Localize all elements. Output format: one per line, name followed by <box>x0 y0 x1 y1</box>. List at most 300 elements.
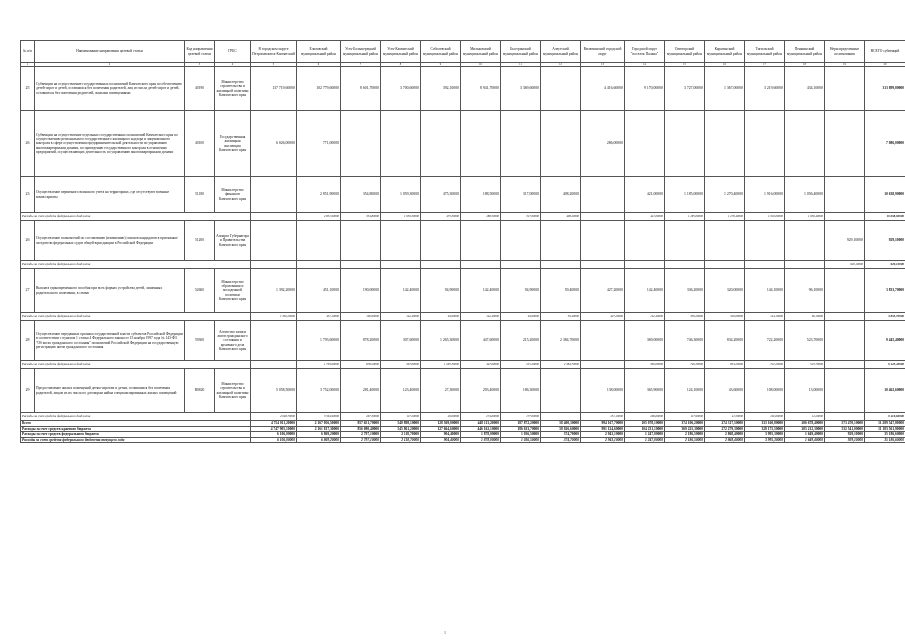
subrow-value: 190,00000 <box>341 313 381 321</box>
row-code: 52600 <box>185 269 215 313</box>
subrow-value: 117,20000 <box>381 413 421 421</box>
row-value <box>825 321 865 361</box>
row-value: 293,40000 <box>461 369 501 413</box>
summary-value: 186 633,70000 <box>501 426 541 432</box>
row-value: 320,00000 <box>705 269 745 313</box>
row-value: 408,20000 <box>541 177 581 213</box>
subrow-value: 102,60000 <box>745 413 785 421</box>
subrow-value <box>381 261 421 269</box>
summary-value: 206 678,40000 <box>785 421 825 427</box>
row-value <box>581 321 625 361</box>
subrow-value: 2 384,70000 <box>541 361 581 369</box>
subrow-value: 320,00000 <box>705 313 745 321</box>
column-number: 5 <box>251 63 297 67</box>
row-value: 1 392,20000 <box>251 269 297 313</box>
subrow-value: 336,20000 <box>665 313 705 321</box>
table-row <box>21 269 905 313</box>
subrow-value: 144,10000 <box>745 313 785 321</box>
summary-value: 929,10000 <box>825 432 865 438</box>
column-header: Карагинский муниципальный район <box>705 41 745 63</box>
row-value: 313 899,80000 <box>865 67 905 111</box>
row-value <box>665 221 705 261</box>
row-value: 137 719,60000 <box>251 67 297 111</box>
subrow-label: Расходы за счет средств федерального бюджета <box>21 361 251 369</box>
row-value: 8 941,70000 <box>461 67 501 111</box>
subrow-value: 117,90000 <box>665 413 705 421</box>
subrow-value: 142,40000 <box>625 313 665 321</box>
column-header: Пенжинский муниципальный район <box>785 41 825 63</box>
summary-value: 994 167,70000 <box>581 421 625 427</box>
column-number: 12 <box>541 63 581 67</box>
row-value <box>825 67 865 111</box>
summary-value: 104 231,10000 <box>625 426 665 432</box>
subrow-value: 1 270,40000 <box>705 213 745 221</box>
summary-value: 205 212,30000 <box>785 426 825 432</box>
subrow-value: 274,60000 <box>461 413 501 421</box>
subrow-value <box>825 213 865 221</box>
table-subrow <box>21 361 905 369</box>
column-header: Усть-Большерецкий муниципальный район <box>341 41 381 63</box>
row-value: 7 086,00000 <box>865 111 905 177</box>
column-header: Усть-Камчатский муниципальный район <box>381 41 421 63</box>
column-header: Олюторский муниципальный район <box>665 41 705 63</box>
table-row <box>21 221 905 261</box>
summary-value: 6 106,00000 <box>251 437 297 443</box>
row-value: 190,00000 <box>341 269 381 313</box>
row-grbs: Министерство финансов Камчатского края <box>215 177 251 213</box>
row-value: 421,00000 <box>625 177 665 213</box>
summary-value: 105 078,10000 <box>625 421 665 427</box>
row-value: 102 779,60000 <box>297 67 341 111</box>
table-row <box>21 321 905 361</box>
subrow-value: 2 851,90000 <box>297 213 341 221</box>
row-value: 27,30000 <box>421 369 461 413</box>
subrow-value: 427,20000 <box>581 313 625 321</box>
subrow-value: 746,30000 <box>665 361 705 369</box>
row-number: 27 <box>21 269 35 313</box>
row-value: 3 369,60000 <box>501 67 541 111</box>
subrow-value: 96,10000 <box>785 313 825 321</box>
summary-value: 6 106,00000 <box>251 432 297 438</box>
table-row <box>21 369 905 413</box>
subrow-value <box>825 313 865 321</box>
subrow-value <box>297 261 341 269</box>
summary-value: 2 868,40000 <box>705 432 745 438</box>
row-value: 771,00000 <box>297 111 341 177</box>
summary-value: 856 080,40000 <box>341 426 381 432</box>
summary-value: 2 186,50000 <box>665 432 705 438</box>
summary-value: 573 470,10000 <box>825 421 865 427</box>
row-value <box>501 221 541 261</box>
summary-value: 274 317,50000 <box>705 421 745 427</box>
subrow-value: 1 392,20000 <box>251 313 297 321</box>
summary-value: 448 113,20000 <box>461 421 501 427</box>
row-grbs: Агентство записи актов гражданского состояния и архивного дела Камчатского края <box>215 321 251 361</box>
row-code: 40190 <box>185 67 215 111</box>
subrow-value: 1 265,30000 <box>421 361 461 369</box>
row-value: 286,00000 <box>581 111 625 177</box>
subrow-value: 834,20000 <box>705 361 745 369</box>
summary-value: 127 664,60000 <box>421 426 461 432</box>
column-number: 4 <box>215 63 251 67</box>
column-number: 6 <box>297 63 341 67</box>
subrow-value <box>341 261 381 269</box>
summary-value: 58 026,60000 <box>541 426 581 432</box>
subrow-value: 1 916,00000 <box>745 213 785 221</box>
subrow-value: 12,20000 <box>785 413 825 421</box>
row-value: 9 445,40000 <box>865 321 905 361</box>
subrow-value: 317,00000 <box>501 213 541 221</box>
row-value: 94,90000 <box>421 269 461 313</box>
subrow-value: 296,60000 <box>625 413 665 421</box>
subrow-value: 475,30000 <box>421 213 461 221</box>
summary-label: Расходы за счет средств федерального бюджета текущего года <box>21 437 251 443</box>
column-number: 11 <box>501 63 541 67</box>
column-header: Наименование направления целевой статьи <box>35 41 185 63</box>
subrow-value <box>825 361 865 369</box>
subrow-value <box>541 413 581 421</box>
summary-value: 272 279,30000 <box>705 426 745 432</box>
row-value <box>625 111 665 177</box>
summary-value: 328 175,50000 <box>745 426 785 432</box>
row-value: 475,30000 <box>421 177 461 213</box>
summary-value: 35 186,60000 <box>865 432 905 438</box>
summary-value: 35 186,60000 <box>865 437 905 443</box>
row-value: 3 727,00000 <box>665 67 705 111</box>
subrow-value: 408,20000 <box>541 213 581 221</box>
row-grbs: Аппарат Губернатора и Правительства Камчатского края <box>215 221 251 261</box>
subrow-value: 878,20000 <box>341 361 381 369</box>
summary-label: Всего <box>21 421 251 427</box>
row-value: 392,10000 <box>421 67 461 111</box>
subrow-value: 94,90000 <box>421 313 461 321</box>
row-grbs: Министерство образования и молодежной политики Камчатского края <box>215 269 251 313</box>
summary-value: 1 036,50000 <box>501 437 541 443</box>
subrow-value <box>825 413 865 421</box>
column-number: 2 <box>35 63 185 67</box>
summary-value: 1 649,40000 <box>785 432 825 438</box>
header-row <box>21 41 905 63</box>
row-value <box>745 111 785 177</box>
row-value: 369,00000 <box>625 321 665 361</box>
row-grbs: Министерство строительства и жилищной политики Камчатского края <box>215 67 251 111</box>
summary-label: Расходы за счет средств федерального бюджета <box>21 432 251 438</box>
column-number: 14 <box>625 63 665 67</box>
row-value <box>625 221 665 261</box>
summary-value: 548 898,10000 <box>381 421 421 427</box>
column-number: 10 <box>461 63 501 67</box>
row-value: 123,40000 <box>381 369 421 413</box>
row-value: 354,80000 <box>341 177 381 213</box>
row-number: 29 <box>21 369 35 413</box>
row-value: 523,70000 <box>785 321 825 361</box>
subrow-value: 354,80000 <box>341 213 381 221</box>
column-header: Быстринский муниципальный район <box>501 41 541 63</box>
subrow-value <box>581 261 625 269</box>
row-value <box>381 111 421 177</box>
summary-value: 187 872,20000 <box>501 421 541 427</box>
summary-value: 2 118,70000 <box>381 432 421 438</box>
subrow-value: 188,50000 <box>461 213 501 221</box>
summary-value: 1 247,00000 <box>625 437 665 443</box>
column-header: Городской округ "поселок Палана" <box>625 41 665 63</box>
subrow-value <box>581 361 625 369</box>
summary-value: 6 869,20000 <box>297 437 341 443</box>
column-header: Код направления целевой статьи <box>185 41 215 63</box>
row-value: 5 058,50000 <box>251 369 297 413</box>
summary-value: 4 754 011,20000 <box>251 421 297 427</box>
column-header: Елизовский муниципальный район <box>297 41 341 63</box>
column-number: 19 <box>825 63 865 67</box>
subrow-value: 451,10000 <box>297 313 341 321</box>
summary-value: 11 289 547,80000 <box>865 421 905 427</box>
subrow-value: 1 185,00000 <box>665 213 705 221</box>
summary-value: 2 161 817,30000 <box>297 426 341 432</box>
row-code: 51180 <box>185 177 215 213</box>
row-value <box>785 111 825 177</box>
row-value <box>541 111 581 177</box>
row-value: 142,40000 <box>381 269 421 313</box>
summary-value: 904,40000 <box>421 437 461 443</box>
row-value: 3 833,70000 <box>865 269 905 313</box>
subrow-value: 59,40000 <box>541 313 581 321</box>
row-name: Выплата единовременного пособия при всех формах устройства детей, лишенных родительского попечения, в семью <box>35 269 185 313</box>
row-value: 138,00000 <box>581 369 625 413</box>
row-value: 427,20000 <box>581 269 625 313</box>
summary-value: 991 124,60000 <box>581 426 625 432</box>
subrow-value <box>251 213 297 221</box>
column-header: Алеутский муниципальный район <box>541 41 581 63</box>
subrow-value: 421,00000 <box>625 213 665 221</box>
subrow-value <box>461 261 501 269</box>
table-subrow <box>21 213 905 221</box>
row-number: 26 <box>21 111 35 177</box>
column-number: 18 <box>785 63 825 67</box>
row-value: 834,20000 <box>705 321 745 361</box>
subrow-value: 369,00000 <box>625 361 665 369</box>
row-value: 1 056,40000 <box>785 177 825 213</box>
row-value <box>705 111 745 177</box>
row-value <box>541 221 581 261</box>
summary-value: 2 943,10000 <box>581 437 625 443</box>
row-value <box>825 269 865 313</box>
summary-value: 369 225,30000 <box>665 426 705 432</box>
summary-label: Расходы за счет средств краевого бюджета <box>21 426 251 432</box>
row-grbs: Министерство строительства и жилищной политики Камчатского края <box>215 369 251 413</box>
row-value <box>461 111 501 177</box>
row-value: 142,40000 <box>625 269 665 313</box>
row-value: 336,20000 <box>665 269 705 313</box>
column-header: Нераспределенные ассигнования <box>825 41 865 63</box>
subrow-value: 1 056,40000 <box>785 213 825 221</box>
summary-value: 2 797,10000 <box>341 432 381 438</box>
summary-value: 1 878,00000 <box>461 432 501 438</box>
row-code: 40100 <box>185 111 215 177</box>
subrow-value: 215,20000 <box>501 361 541 369</box>
subrow-value: 1 059,30000 <box>381 213 421 221</box>
row-value <box>341 111 381 177</box>
row-code: 51200 <box>185 221 215 261</box>
row-value: 3 219,60000 <box>745 67 785 111</box>
column-header: Тигильский муниципальный район <box>745 41 785 63</box>
subrow-value: 131,10000 <box>581 413 625 421</box>
row-value <box>705 221 745 261</box>
row-value <box>251 221 297 261</box>
summary-value: 1 036,50000 <box>501 432 541 438</box>
row-name: Осуществление первичного воинского учета на территориях, где отсутствуют военные комиссариаты <box>35 177 185 213</box>
row-value: 1 185,00000 <box>665 177 705 213</box>
page-number: 1 <box>444 630 446 635</box>
subrow-value: 447,60000 <box>461 361 501 369</box>
subrow-value: 267,30000 <box>341 413 381 421</box>
summary-value: 1 878,00000 <box>461 437 501 443</box>
subrow-value <box>705 261 745 269</box>
row-value: 3 700,60000 <box>381 67 421 111</box>
summary-value: 2 797,10000 <box>341 437 381 443</box>
column-header: № п/п <box>21 41 35 63</box>
row-value <box>541 67 581 111</box>
table-body <box>21 67 905 443</box>
budget-table-sheet <box>20 40 904 443</box>
row-value: 307,60000 <box>381 321 421 361</box>
row-value: 929,10000 <box>825 221 865 261</box>
row-value: 878,20000 <box>341 321 381 361</box>
summary-value: 374 106,20000 <box>665 421 705 427</box>
table-subrow <box>21 261 905 269</box>
summary-value: 545 861,20000 <box>381 426 421 432</box>
summary-value: 446 162,10000 <box>461 426 501 432</box>
row-value: 6 026,00000 <box>251 111 297 177</box>
row-name: Субвенции на осуществление отдельных государственных полномочий Камчатского края по осуществлению регионального государственного жилищного надзора и лицензионного контроля в сфере осуществления предпринимательской деятельности по управлению многоквартирными домами, по проведению государственного контроля в отношении предприятий, осуществляющих деятельность по управлению многоквартирными домами <box>35 111 185 177</box>
summary-value: 1 649,40000 <box>785 437 825 443</box>
subrow-value: 10 638,90000 <box>865 213 905 221</box>
summary-value: 374,70000 <box>541 437 581 443</box>
column-number: 3 <box>185 63 215 67</box>
row-number: 25 <box>21 67 35 111</box>
row-value <box>421 221 461 261</box>
table-row <box>21 177 905 213</box>
row-value: 59,40000 <box>541 269 581 313</box>
summary-value: 3 995,30000 <box>745 432 785 438</box>
column-number: 17 <box>745 63 785 67</box>
row-value: 451,10000 <box>297 269 341 313</box>
summary-value: 3 995,30000 <box>745 437 785 443</box>
row-code: 59300 <box>185 321 215 361</box>
row-value: 43,60000 <box>705 369 745 413</box>
row-value: 434,10000 <box>785 67 825 111</box>
summary-value: 6 869,20000 <box>297 432 341 438</box>
summary-value: 11 183 561,90000 <box>865 426 905 432</box>
row-value <box>421 111 461 177</box>
summary-value: 2 186,50000 <box>665 437 705 443</box>
subrow-value <box>785 261 825 269</box>
summary-value: 532 541,00000 <box>825 426 865 432</box>
column-header: Соболевский муниципальный район <box>421 41 461 63</box>
table-row <box>21 67 905 111</box>
subrow-value: 929,10000 <box>825 261 865 269</box>
subrow-label: Расходы за счет средств федерального бюджета <box>21 413 251 421</box>
row-value: 124,10000 <box>665 369 705 413</box>
subrow-value <box>501 261 541 269</box>
row-value <box>251 321 297 361</box>
summary-value: 1 247,00000 <box>625 432 665 438</box>
row-value: 142,40000 <box>461 269 501 313</box>
subrow-value: 722,20000 <box>745 361 785 369</box>
row-value: 10 638,90000 <box>865 177 905 213</box>
row-name: Осуществление полномочий по составлению (изменению) списков кандидатов в присяжные заседатели федеральных судов общей юрисдикции в Российской Федерации <box>35 221 185 261</box>
row-value <box>825 111 865 177</box>
row-value <box>581 177 625 213</box>
table-row <box>21 111 905 177</box>
subrow-value: 142,40000 <box>461 313 501 321</box>
row-value: 746,30000 <box>665 321 705 361</box>
subrow-value <box>625 261 665 269</box>
row-value: 8 601,70000 <box>341 67 381 111</box>
row-value <box>341 221 381 261</box>
summary-value: 2 118,70000 <box>381 437 421 443</box>
subrow-value: 94,90000 <box>501 313 541 321</box>
column-number: 9 <box>421 63 461 67</box>
row-value: 317,00000 <box>501 177 541 213</box>
summary-value: 2 167 056,50000 <box>297 421 341 427</box>
row-value: 1 916,00000 <box>745 177 785 213</box>
subrow-value <box>421 261 461 269</box>
row-value <box>461 221 501 261</box>
summary-row <box>21 437 905 443</box>
row-value: 722,20000 <box>745 321 785 361</box>
row-value <box>501 111 541 177</box>
row-name: Субвенции на осуществление государственных полномочий Камчатского края по обеспечению детей-сирот и детей, оставшихся без попечения родителей, лиц из числа детей-сирот и детей, оставшихся без попечения родителей, жилыми помещениями <box>35 67 185 111</box>
summary-value: 929,10000 <box>825 437 865 443</box>
summary-value: 374,70000 <box>541 432 581 438</box>
subrow-value: 1 793,60000 <box>297 361 341 369</box>
column-number: 15 <box>665 63 705 67</box>
row-value: 281,40000 <box>341 369 381 413</box>
row-value <box>665 111 705 177</box>
row-value <box>745 221 785 261</box>
summary-value: 2 868,40000 <box>705 437 745 443</box>
row-value <box>251 177 297 213</box>
subrow-label: Расходы за счет средств федерального бюджета <box>21 261 251 269</box>
row-value: 9 170,00000 <box>625 67 665 111</box>
row-number: 23 <box>21 177 35 213</box>
column-number: 7 <box>341 63 381 67</box>
row-value: 365,90000 <box>625 369 665 413</box>
subrow-value: 142,40000 <box>381 313 421 321</box>
subrow-value: 307,60000 <box>381 361 421 369</box>
row-value <box>825 177 865 213</box>
table-subrow <box>21 313 905 321</box>
column-header: ВСЕГО субвенций <box>865 41 905 63</box>
subrow-value: 26,00000 <box>421 413 461 421</box>
row-code: R0820 <box>185 369 215 413</box>
row-grbs: Государственная жилищная инспекция Камчатского края <box>215 111 251 177</box>
subrow-value: 9 445,40000 <box>865 361 905 369</box>
row-value: 447,60000 <box>461 321 501 361</box>
row-number: 28 <box>21 321 35 361</box>
row-value <box>381 221 421 261</box>
row-number: 26 <box>21 221 35 261</box>
row-value: 13,00000 <box>785 369 825 413</box>
subrow-value <box>581 213 625 221</box>
subrow-value: 3 564,90000 <box>297 413 341 421</box>
subrow-value: 523,70000 <box>785 361 825 369</box>
row-value: 1 793,60000 <box>297 321 341 361</box>
row-value: 1 059,30000 <box>381 177 421 213</box>
row-value: 2 384,70000 <box>541 321 581 361</box>
row-value: 3 752,00000 <box>297 369 341 413</box>
subrow-value: 41,50000 <box>705 413 745 421</box>
